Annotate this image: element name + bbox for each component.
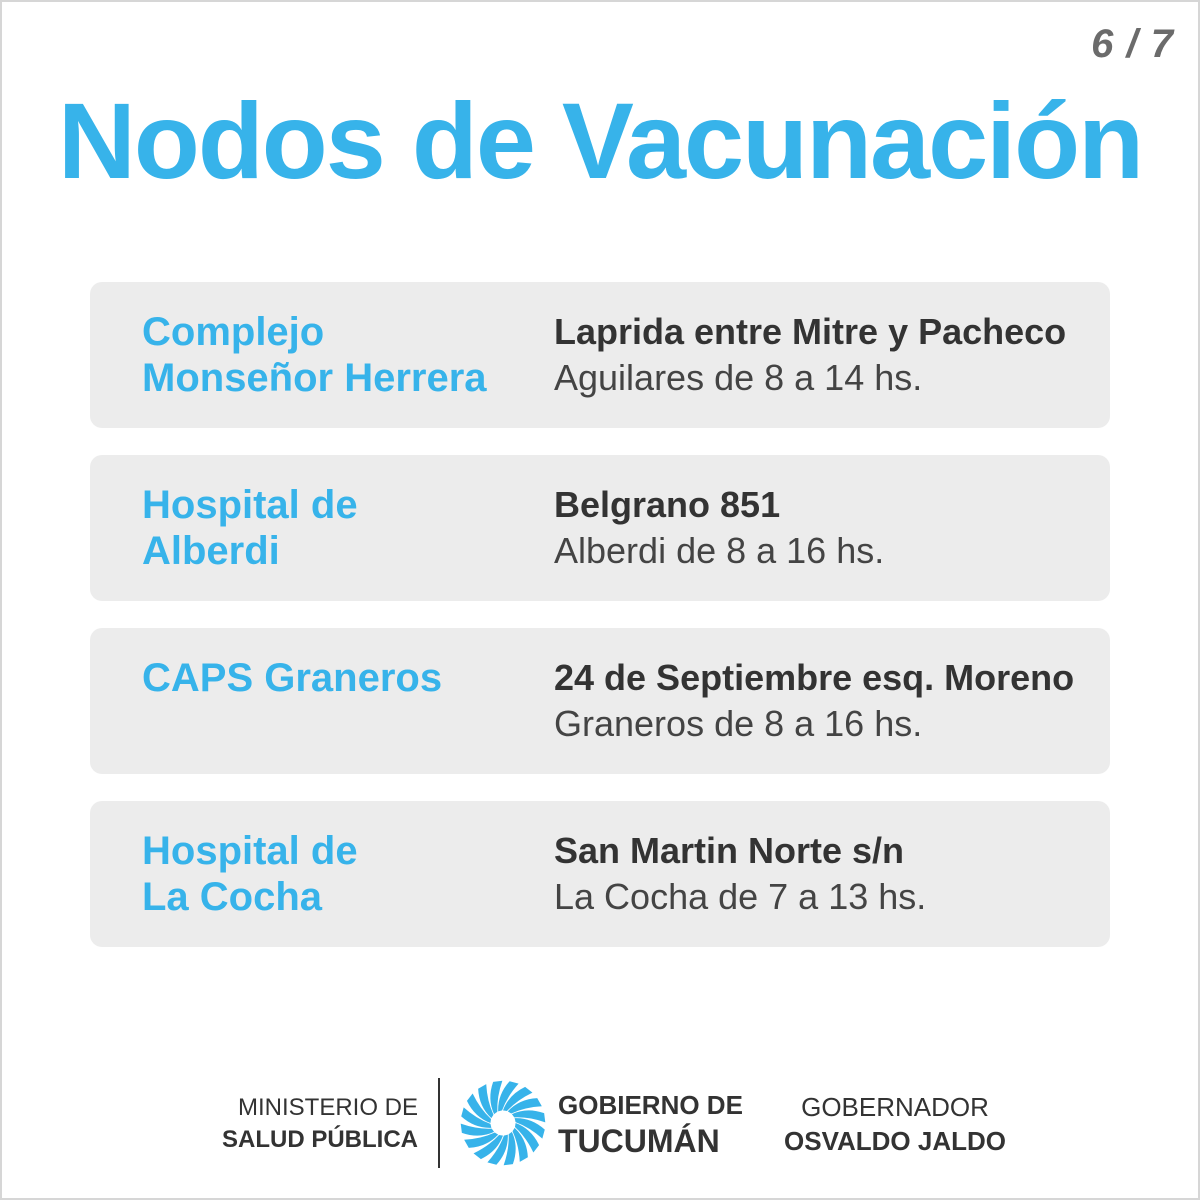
node-card (90, 801, 1110, 947)
node-card (90, 282, 1110, 428)
node-name (142, 482, 522, 574)
node-info (554, 828, 1102, 920)
government-line-2: TUCUMÁN (558, 1123, 720, 1159)
node-name-line: Complejo (142, 310, 325, 354)
node-address: San Martin Norte s/n (554, 830, 905, 871)
node-card (90, 455, 1110, 601)
government-line-1: GOBIERNO DE (558, 1090, 743, 1120)
node-info (554, 655, 1102, 747)
node-card (90, 628, 1110, 774)
tucuman-sun-icon (458, 1078, 548, 1168)
ministry-line-2: SALUD PÚBLICA (222, 1126, 418, 1153)
government-label (558, 1088, 743, 1160)
footer-divider (438, 1078, 440, 1168)
page-counter: 6 / 7 (1091, 22, 1174, 66)
node-hours: La Cocha de 7 a 13 hs. (554, 876, 927, 917)
governor-label (780, 1090, 1010, 1158)
node-hours: Graneros de 8 a 16 hs. (554, 703, 923, 744)
node-name-line: Hospital de (142, 829, 358, 873)
node-hours: Aguilares de 8 a 14 hs. (554, 357, 923, 398)
footer (0, 1076, 1200, 1168)
node-name (142, 655, 522, 701)
page-title: Nodos de Vacunación (57, 80, 1143, 201)
node-name-line: La Cocha (142, 875, 323, 919)
node-address: Laprida entre Mitre y Pacheco (554, 311, 1067, 352)
governor-line-1: GOBERNADOR (801, 1092, 989, 1122)
vaccination-nodes-list (90, 282, 1110, 974)
ministry-line-1: MINISTERIO DE (237, 1094, 418, 1121)
node-name-line: Alberdi (142, 529, 280, 573)
node-hours: Alberdi de 8 a 16 hs. (554, 530, 885, 571)
node-address: Belgrano 851 (554, 484, 781, 525)
node-name-line: Monseñor Herrera (142, 356, 487, 400)
node-name-line: CAPS Graneros (142, 656, 443, 700)
node-info (554, 309, 1102, 401)
node-address: 24 de Septiembre esq. Moreno (554, 657, 1075, 698)
node-name (142, 309, 522, 401)
ministry-label (222, 1092, 418, 1156)
governor-line-2: OSVALDO JALDO (784, 1126, 1006, 1156)
node-name-line: Hospital de (142, 483, 358, 527)
node-name (142, 828, 522, 920)
node-info (554, 482, 1102, 574)
